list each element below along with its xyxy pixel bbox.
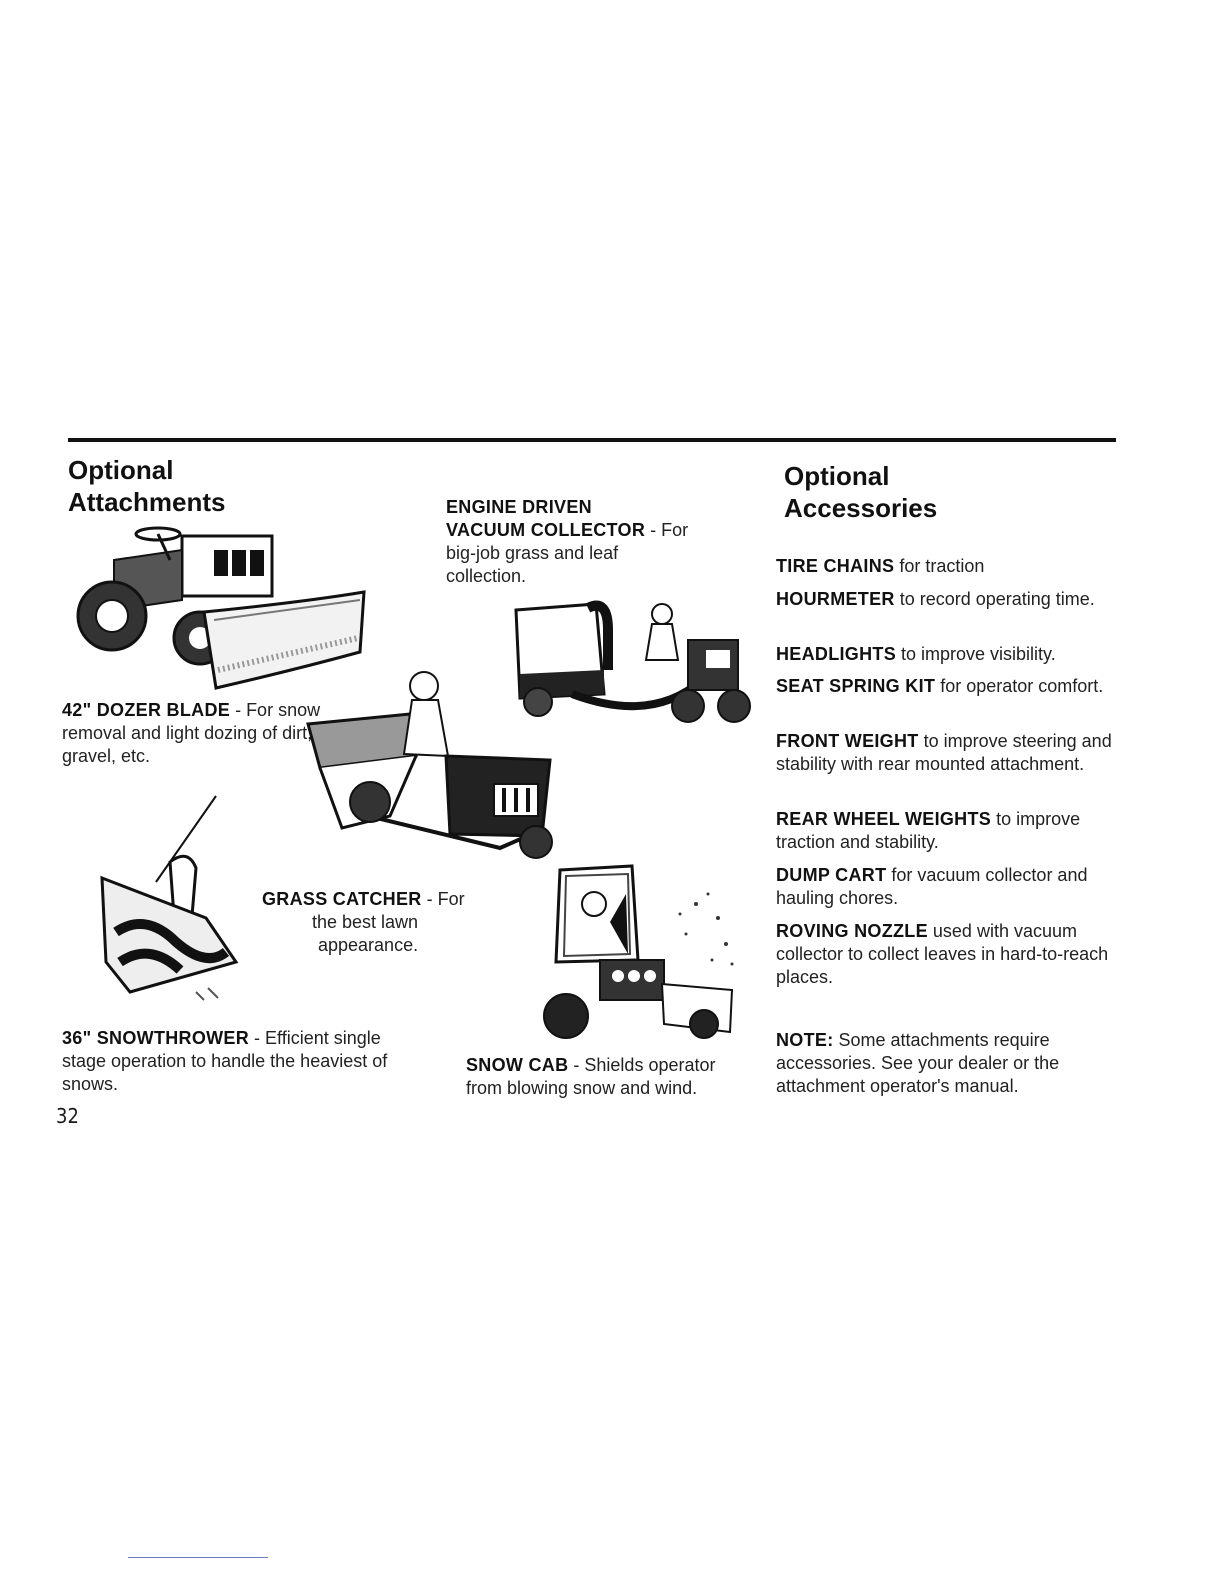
grass-catcher-desc-line1: For [437, 889, 465, 909]
accessory-name: ROVING NOZZLE [776, 921, 928, 941]
snow-cab-desc: Shields operator from blowing snow and wind. [466, 1055, 716, 1098]
snowthrower-illustration [96, 792, 244, 1006]
note-text: Some attachments require accessories. See your dealer or the attachment operator's manual. [776, 1030, 1060, 1096]
accessory-name: HOURMETER [776, 589, 895, 609]
grass-catcher-desc-line2: the best lawn [312, 912, 419, 932]
accessory-name: FRONT WEIGHT [776, 731, 919, 751]
snow-cab-sep: - [568, 1055, 585, 1075]
vacuum-collector-name-line2: VACUUM COLLECTOR [446, 520, 646, 540]
accessory-desc: to improve traction and stability. [776, 809, 1081, 852]
dozer-blade-desc: For snow removal and light dozing of dirt, gravel, etc. [62, 700, 321, 766]
snow-cab-caption [466, 1054, 756, 1100]
grass-catcher-name: GRASS CATCHER [262, 889, 422, 909]
accessories-heading-line2: Accessories [784, 493, 938, 523]
vacuum-collector-name-line1: ENGINE DRIVEN [446, 497, 592, 517]
vacuum-collector-desc-line1: For [661, 520, 689, 540]
accessory-item [776, 675, 1112, 698]
accessories-heading-line1: Optional [784, 461, 890, 491]
accessory-item [776, 920, 1112, 989]
attachments-heading-line2: Attachments [68, 487, 226, 517]
grass-catcher-desc-line3: appearance. [318, 935, 419, 955]
accessory-name: DUMP CART [776, 865, 887, 885]
dozer-blade-caption [62, 699, 352, 768]
accessory-desc: used with vacuum collector to collect leaves in hard-to-reach places. [776, 921, 1109, 987]
accessory-desc: for traction [894, 556, 985, 576]
snowthrower-name: 36" SNOWTHROWER [62, 1028, 250, 1048]
accessory-item [776, 730, 1112, 776]
accessory-desc: to improve steering and stability with rear mounted attachment. [776, 731, 1112, 774]
accessory-desc: for operator comfort. [935, 676, 1104, 696]
vacuum-collector-caption [446, 496, 736, 588]
accessory-name: REAR WHEEL WEIGHTS [776, 809, 992, 829]
attachments-heading [68, 454, 328, 518]
grass-catcher-caption [262, 888, 512, 957]
snowthrower-desc: Efficient single stage operation to handle the heaviest of snows. [62, 1028, 388, 1094]
accessory-item [776, 588, 1112, 611]
grass-catcher-sep: - [421, 889, 438, 909]
accessory-desc: to improve visibility. [896, 644, 1056, 664]
accessories-heading [784, 460, 1044, 524]
accessory-desc: to record operating time. [894, 589, 1095, 609]
accessory-name: HEADLIGHTS [776, 644, 896, 664]
note-label: NOTE: [776, 1030, 834, 1050]
accessories-note [776, 1029, 1112, 1098]
accessory-item [776, 643, 1112, 666]
accessory-item [776, 808, 1112, 854]
vacuum-collector-sep: - [645, 520, 662, 540]
accessory-name: SEAT SPRING KIT [776, 676, 936, 696]
snow-cab-illustration [536, 864, 742, 1042]
bottom-rule [128, 1557, 268, 1558]
top-rule [68, 438, 1116, 442]
accessory-item [776, 555, 1112, 578]
dozer-blade-name: 42" DOZER BLADE [62, 700, 231, 720]
attachments-heading-line1: Optional [68, 455, 174, 485]
vacuum-collector-desc-line2: big-job grass and leaf collection. [446, 543, 619, 586]
snowthrower-sep: - [249, 1028, 266, 1048]
accessory-desc: for vacuum collector and hauling chores. [776, 865, 1088, 908]
accessory-item [776, 864, 1112, 910]
snow-cab-name: SNOW CAB [466, 1055, 569, 1075]
accessory-name: TIRE CHAINS [776, 556, 895, 576]
dozer-blade-sep: - [230, 700, 247, 720]
snowthrower-caption [62, 1027, 426, 1096]
page-number: 32 [56, 1104, 79, 1128]
